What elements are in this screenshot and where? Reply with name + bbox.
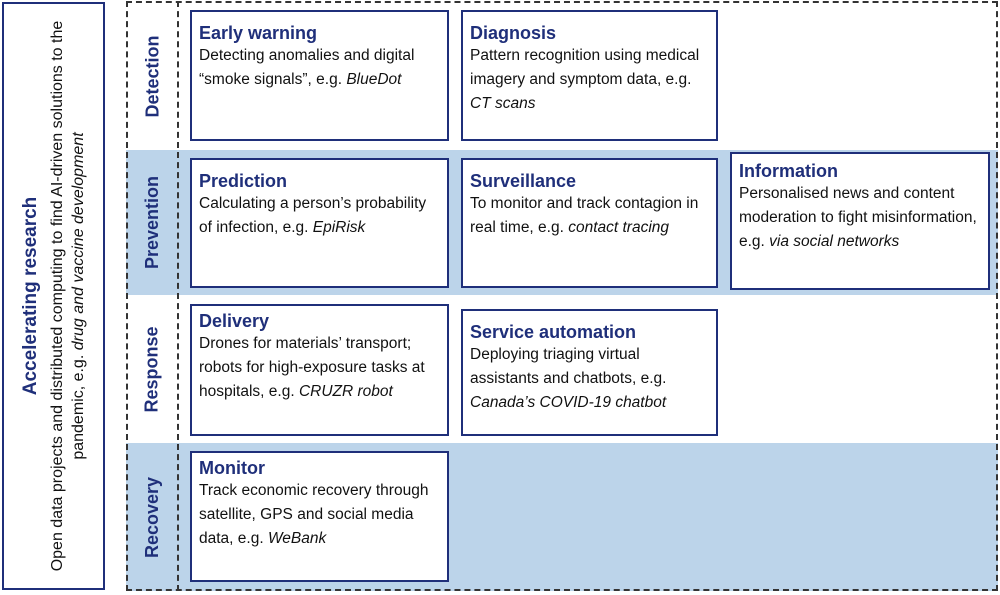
- accelerating-research-box: [2, 2, 105, 590]
- card-body-text: Detecting anomalies and digital “smoke signals”, e.g.: [199, 47, 415, 88]
- card-example: CT scans: [470, 95, 536, 112]
- card-body-text: Calculating a person’s probability of infection, e.g.: [199, 195, 427, 236]
- card-title: Delivery: [199, 311, 270, 331]
- card-body: [199, 332, 441, 404]
- accelerating-research-text: [19, 16, 89, 576]
- card-body: [199, 44, 441, 92]
- card-title: Diagnosis: [470, 23, 557, 43]
- row-label-response-text: Response: [142, 325, 162, 413]
- card-title: Monitor: [199, 458, 265, 478]
- card-example: Canada’s COVID-19 chatbot: [470, 394, 667, 411]
- card-title: Information: [739, 161, 838, 181]
- row-label-recovery-text: Recovery: [142, 476, 162, 558]
- row-label-prevention: [130, 150, 175, 295]
- card-body-text: Pattern recognition using medical imagery and symptom data, e.g.: [470, 47, 700, 88]
- card-title: Service automation: [470, 322, 637, 342]
- row-label-detection-text: Detection: [142, 34, 163, 118]
- card-body-text: Deploying triaging virtual assistants and chatbots, e.g.: [470, 346, 667, 387]
- row-label-recovery: [130, 443, 175, 591]
- card-title: Early warning: [199, 23, 318, 43]
- card-body: [470, 192, 710, 240]
- card-body: [470, 343, 710, 415]
- row-label-response: [130, 295, 175, 443]
- card-title: Prediction: [199, 171, 288, 191]
- research-example: drug and vaccine development: [69, 132, 87, 351]
- card-example: WeBank: [267, 530, 327, 547]
- card-diagnosis: [461, 10, 718, 141]
- row-label-divider: [177, 1, 179, 591]
- card-body: [739, 182, 982, 254]
- row-label-detection: [130, 2, 175, 150]
- card-body-text: Personalised news and content moderation to fight misinformation, e.g.: [739, 185, 977, 250]
- card-example: contact tracing: [568, 219, 670, 236]
- card-title: Surveillance: [470, 171, 577, 191]
- card-example: CRUZR robot: [298, 383, 393, 400]
- card-surveillance: [461, 158, 718, 288]
- card-example: EpiRisk: [312, 219, 366, 236]
- card-prediction: [190, 158, 449, 288]
- card-body-text: Drones for materials’ transport; robots for high-exposure tasks at hospitals, e.g.: [199, 335, 425, 400]
- card-body-text: To monitor and track contagion in real time, e.g.: [470, 195, 699, 236]
- card-monitor: [190, 451, 449, 582]
- card-service-automation: [461, 309, 718, 436]
- card-early-warning: [190, 10, 449, 141]
- research-description-text: Open data projects and distributed computing to find AI-driven solutions to the pandemic, e.g.: [48, 20, 87, 572]
- card-body-text: Track economic recovery through satellite, GPS and social media data, e.g.: [199, 482, 429, 547]
- accelerating-research-title: Accelerating research: [19, 196, 41, 396]
- row-label-prevention-text: Prevention: [142, 175, 162, 270]
- card-information: [730, 152, 990, 290]
- card-body: [199, 192, 441, 240]
- card-body: [470, 44, 710, 116]
- card-delivery: [190, 304, 449, 436]
- card-example: via social networks: [769, 233, 900, 250]
- card-body: [199, 479, 441, 551]
- card-example: BlueDot: [346, 71, 402, 88]
- accelerating-research-description: [47, 16, 89, 576]
